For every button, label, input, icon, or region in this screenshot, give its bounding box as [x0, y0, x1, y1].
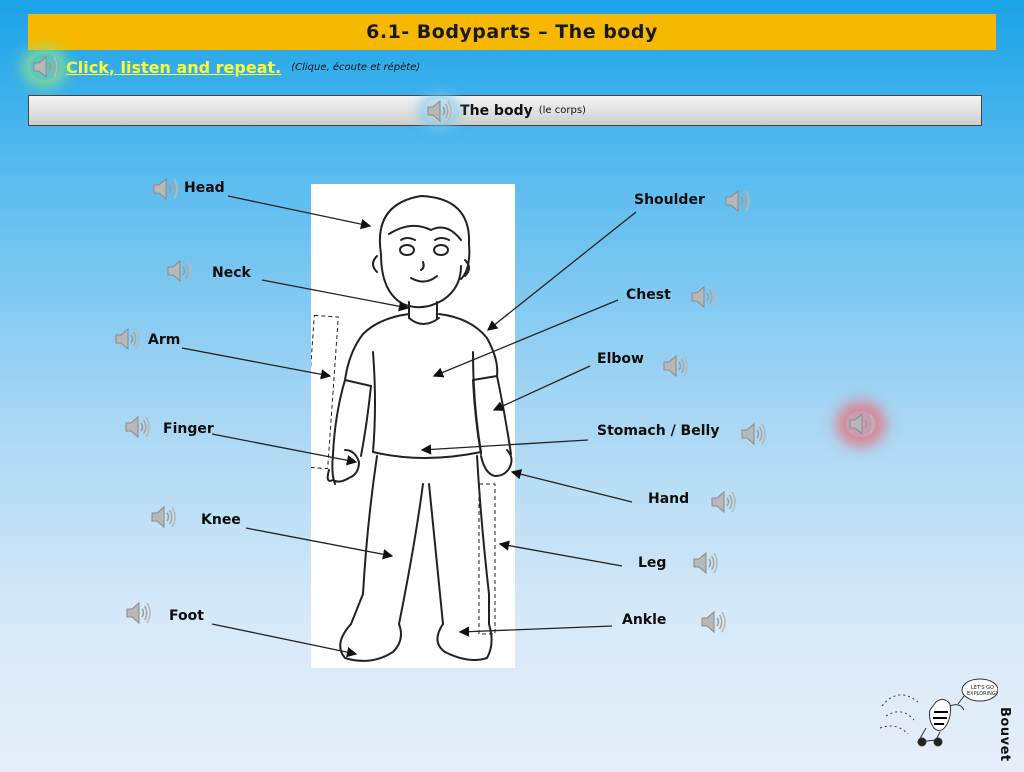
label-neck[interactable]: Neck [212, 265, 251, 281]
arm-speaker-icon[interactable] [112, 326, 142, 352]
neck-speaker-icon[interactable] [164, 258, 194, 284]
instruction-translation: (Clique, écoute et répète) [291, 61, 421, 73]
elbow-speaker-icon[interactable] [660, 353, 690, 379]
label-stomach[interactable]: Stomach / Belly [597, 423, 720, 439]
label-arm[interactable]: Arm [148, 332, 181, 348]
label-elbow[interactable]: Elbow [597, 351, 644, 367]
section-speaker-icon[interactable] [424, 98, 454, 124]
section-bar[interactable] [28, 95, 982, 126]
svg-text:LET'S GO: LET'S GO [971, 685, 994, 691]
mascot-logo [878, 676, 998, 748]
active-speaker-icon[interactable] [846, 411, 876, 437]
stomach-speaker-icon[interactable] [738, 421, 768, 447]
boy-drawing [311, 184, 515, 668]
page-title: 6.1- Bodyparts – The body [366, 21, 658, 43]
label-foot[interactable]: Foot [169, 608, 204, 624]
instruction-link[interactable]: Click, listen and repeat. [66, 57, 282, 77]
hand-speaker-icon[interactable] [708, 489, 738, 515]
label-chest[interactable]: Chest [626, 287, 671, 303]
label-finger[interactable]: Finger [163, 421, 214, 437]
head-speaker-icon[interactable] [150, 176, 180, 202]
label-ankle[interactable]: Ankle [622, 612, 667, 628]
finger-speaker-icon[interactable] [122, 414, 152, 440]
leg-speaker-icon[interactable] [690, 550, 720, 576]
ankle-speaker-icon[interactable] [698, 609, 728, 635]
section-title: The body [460, 102, 533, 119]
section-translation: (le corps) [538, 105, 586, 116]
instruction-row [30, 54, 420, 80]
foot-speaker-icon[interactable] [123, 600, 153, 626]
chest-speaker-icon[interactable] [688, 284, 718, 310]
svg-text:EXPLORING!: EXPLORING! [967, 691, 998, 697]
label-leg[interactable]: Leg [638, 555, 667, 571]
brand-name: Bouvet [997, 707, 1012, 762]
shoulder-speaker-icon[interactable] [722, 188, 752, 214]
body-figure [311, 184, 515, 668]
label-hand[interactable]: Hand [648, 491, 690, 507]
instruction-speaker-icon[interactable] [30, 54, 60, 80]
knee-speaker-icon[interactable] [148, 504, 178, 530]
title-bar [28, 14, 996, 50]
label-shoulder[interactable]: Shoulder [634, 192, 705, 208]
label-knee[interactable]: Knee [201, 512, 241, 528]
label-head[interactable]: Head [184, 180, 225, 196]
